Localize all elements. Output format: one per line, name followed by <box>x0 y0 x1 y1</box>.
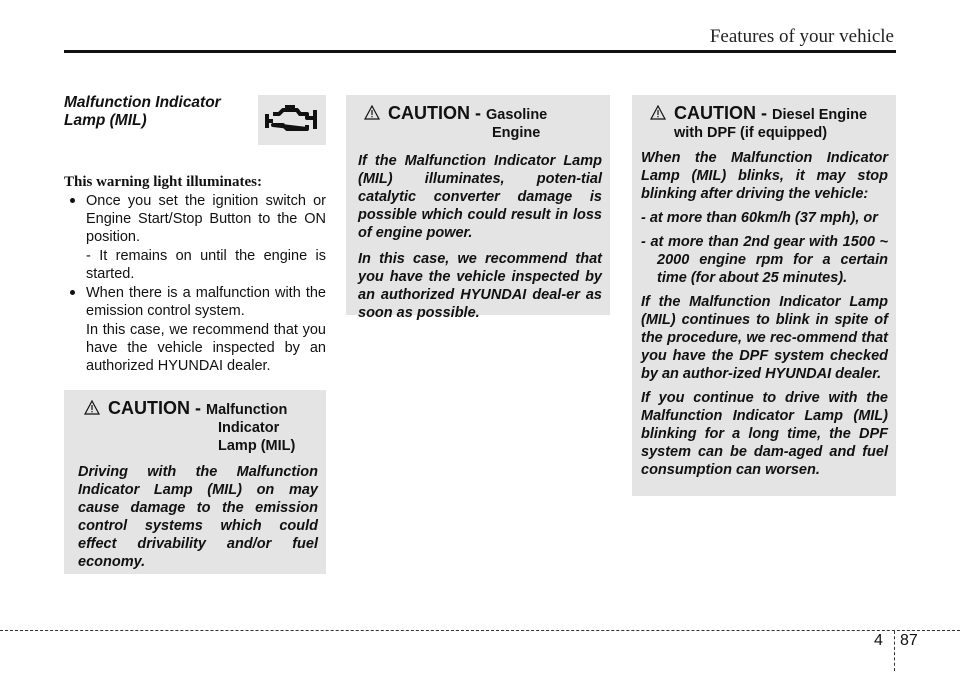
caution-body: - at more than 2nd gear with 1500 ~ 2000 engine rpm for a certain time (for about 25 minutes). <box>641 234 888 286</box>
caution-box-gasoline <box>346 95 610 321</box>
caution-body: Driving with the Malfunction Indicator Lamp (MIL) on may cause damage to the emission control systems which could effect drivability and/or fuel economy. <box>78 464 318 570</box>
warning-triangle-icon <box>650 105 666 120</box>
caution-body: If you continue to drive with the Malfunction Indicator Lamp (MIL) blinking for a long time, the DPF system can be dam-aged and fuel consumption can worsen. <box>641 390 888 478</box>
header-rule <box>64 50 896 53</box>
caution-subtitle: Lamp (MIL) <box>218 438 296 454</box>
caution-subtitle: with DPF (if equipped) <box>674 125 828 141</box>
warning-triangle-icon <box>364 105 380 120</box>
warning-triangle-icon <box>84 400 100 415</box>
caution-word: CAUTION - <box>108 398 201 418</box>
caution-subtitle: Engine <box>492 125 541 141</box>
caution-body: When the Malfunction Indicator Lamp (MIL) blinks, it may stop blinking after driving the vehicle: <box>641 150 888 202</box>
caution-body: - at more than 60km/h (37 mph), or <box>641 210 878 226</box>
check-engine-icon <box>265 105 319 135</box>
caution-word: CAUTION - <box>674 103 767 123</box>
caution-body: If the Malfunction Indicator Lamp (MIL) continues to blink in spite of the procedure, we rec-ommend that you have the DPF system checked by an author-ized HYUNDAI dealer. <box>641 294 888 382</box>
caution-subtitle: Gasoline <box>486 107 548 123</box>
page-number: 87 <box>900 632 918 649</box>
caution-body: In this case, we recommend that you have the vehicle inspected by an authorized HYUNDAI deal-er as soon as possible. <box>358 251 602 321</box>
caution-box-mil <box>64 390 326 574</box>
chapter-number: 4 <box>874 632 883 649</box>
bullet-subtext: - It remains on until the engine is started. <box>86 248 326 282</box>
caution-word: CAUTION - <box>388 103 481 123</box>
caution-subtitle: Malfunction <box>206 402 288 418</box>
section-title-line1: Malfunction Indicator <box>64 94 221 111</box>
caution-body: If the Malfunction Indicator Lamp (MIL) illuminates, poten-tial catalytic converter damage is possible which could result in loss of engine power. <box>358 153 602 241</box>
check-engine-icon-box <box>258 95 326 145</box>
intro-text: This warning light illuminates: <box>64 174 262 190</box>
caution-subtitle: Diesel Engine <box>772 107 868 123</box>
bullet-item: When there is a malfunction with the emission control system. <box>64 284 326 320</box>
body-column <box>64 192 326 375</box>
caution-subtitle: Indicator <box>218 420 280 436</box>
page-header-title: Features of your vehicle <box>709 26 894 47</box>
section-title <box>64 94 244 130</box>
footer-rule <box>0 630 960 631</box>
caution-box-diesel <box>632 95 896 496</box>
page-number-separator <box>894 631 895 671</box>
section-title-line2: Lamp (MIL) <box>64 112 147 129</box>
bullet-subtext: In this case, we recommend that you have the vehicle inspected by an authorized HYUNDAI dealer. <box>86 322 326 374</box>
bullet-item: Once you set the ignition switch or Engine Start/Stop Button to the ON position. <box>64 192 326 246</box>
